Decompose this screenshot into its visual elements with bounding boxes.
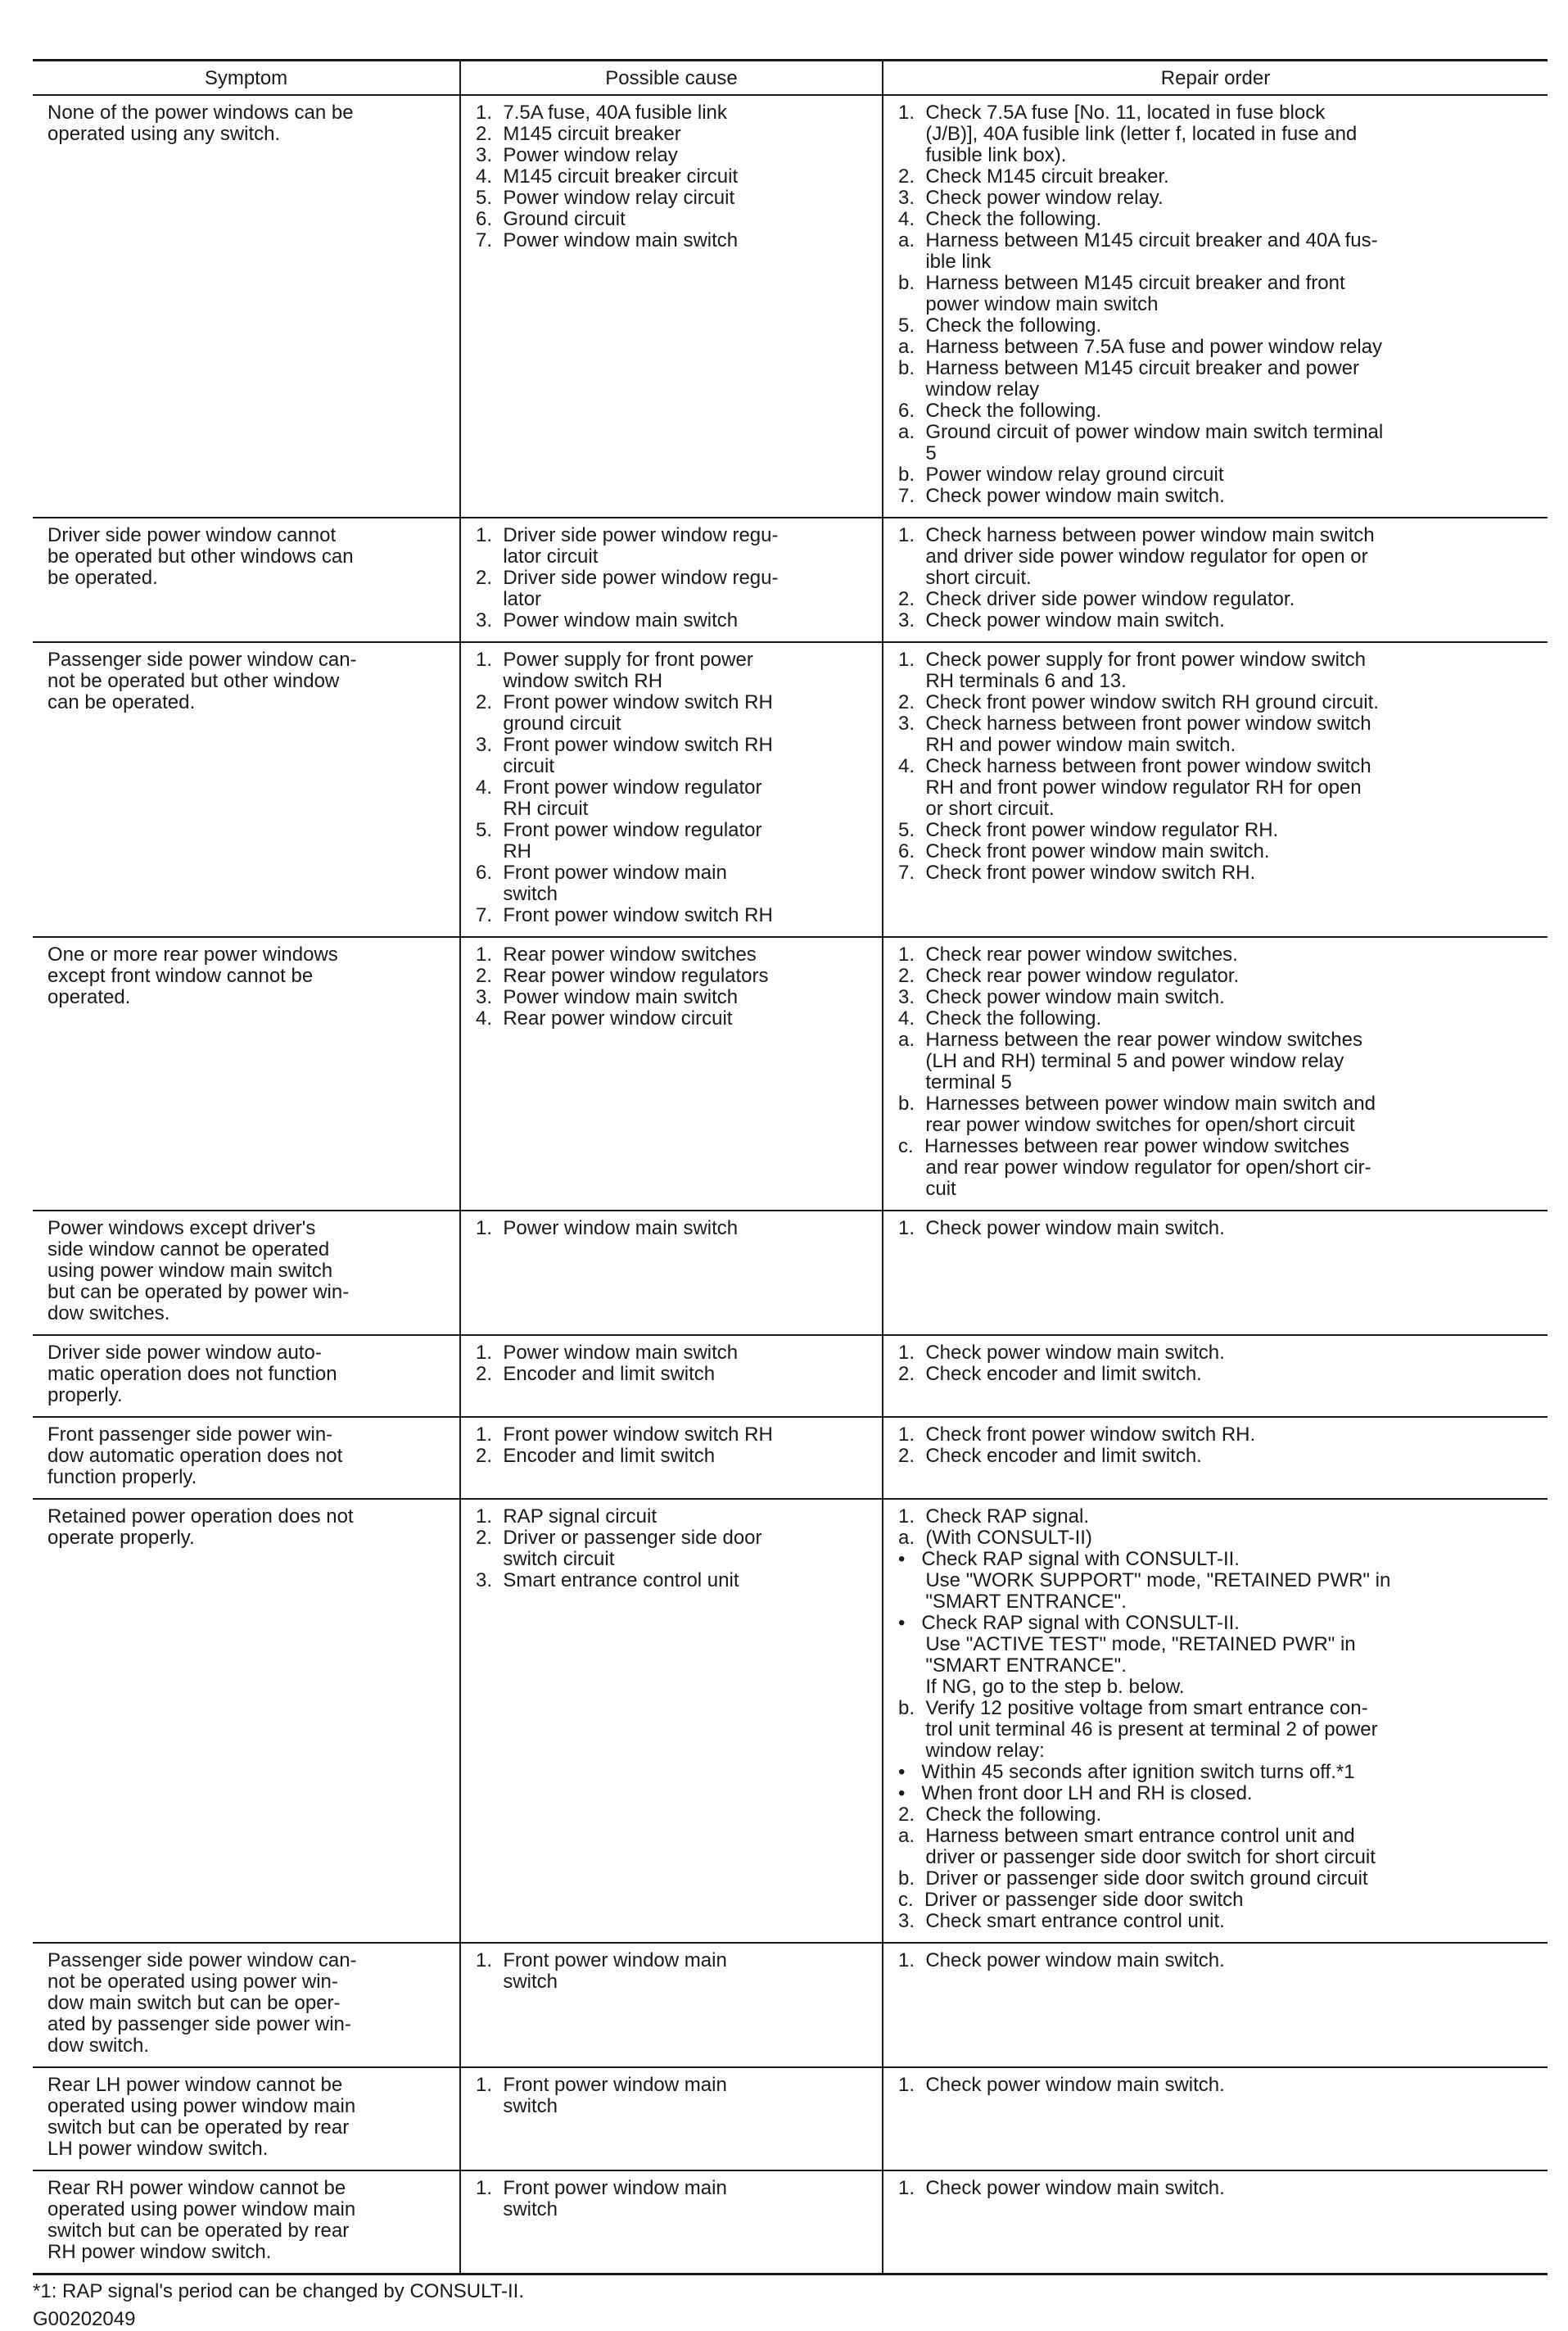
cause-item: 2. Encoder and limit switch	[476, 1363, 716, 1385]
repair-step: b. Power window relay ground circuit	[898, 464, 1224, 486]
document-page	[33, 59, 1548, 2331]
repair-list	[898, 944, 1539, 1200]
table-row	[33, 937, 1548, 1211]
repair-step: 3. Check power window main switch.	[898, 986, 1225, 1008]
cause-list	[476, 650, 874, 926]
cause-list	[476, 944, 874, 1030]
repair-step: a. (With CONSULT-II)	[898, 1527, 1092, 1549]
cause-item: 7. Power window main switch	[476, 229, 739, 251]
symptom-cell: Passenger side power window can- not be operated but other window can be operated.	[33, 642, 460, 937]
repair-list	[898, 2178, 1539, 2199]
symptom-cell: Driver side power window auto- matic operation does not function properly.	[33, 1335, 460, 1417]
repair-step: • Check RAP signal with CONSULT-II. Use "WORK SUPPORT" mode, "RETAINED PWR" in "SMART ENTRANCE".	[898, 1548, 1391, 1613]
cause-item: 1. Front power window main switch	[476, 2074, 727, 2117]
cause-list	[476, 1506, 874, 1591]
cause-item: 2. Driver or passenger side door switch circuit	[476, 1527, 762, 1570]
header-symptom: Symptom	[33, 61, 460, 96]
table-row	[33, 1335, 1548, 1417]
symptom-cell: One or more rear power windows except front window cannot be operated.	[33, 937, 460, 1211]
repair-step: a. Harness between 7.5A fuse and power window relay	[898, 336, 1383, 358]
cause-item: 4. M145 circuit breaker circuit	[476, 165, 739, 188]
table-row	[33, 518, 1548, 642]
repair-step: 7. Check power window main switch.	[898, 485, 1225, 507]
repair-step: a. Harness between the rear power window switches (LH and RH) terminal 5 and power window relay terminal 5	[898, 1029, 1362, 1093]
repair-order-cell	[883, 1211, 1548, 1335]
possible-cause-cell	[460, 2067, 883, 2170]
possible-cause-cell	[460, 642, 883, 937]
cause-item: 1. Power supply for front power window switch RH	[476, 649, 753, 692]
cause-list	[476, 1950, 874, 1993]
table-row	[33, 642, 1548, 937]
repair-step: 2. Check the following.	[898, 1804, 1102, 1826]
repair-step: 1. Check power window main switch.	[898, 1949, 1225, 1971]
repair-list	[898, 2075, 1539, 2096]
table-row	[33, 95, 1548, 518]
repair-order-cell	[883, 95, 1548, 518]
repair-list	[898, 102, 1539, 507]
cause-item: 1. Power window main switch	[476, 1342, 739, 1364]
repair-order-cell	[883, 1499, 1548, 1943]
repair-step: 1. Check power window main switch.	[898, 1342, 1225, 1364]
table-row	[33, 1943, 1548, 2067]
repair-step: 2. Check M145 circuit breaker.	[898, 165, 1169, 188]
possible-cause-cell	[460, 1943, 883, 2067]
repair-step: 1. Check power window main switch.	[898, 2074, 1225, 2096]
repair-step: 1. Check power window main switch.	[898, 2177, 1225, 2199]
symptom-cell: Driver side power window cannot be operated but other windows can be operated.	[33, 518, 460, 642]
cause-item: 1. 7.5A fuse, 40A fusible link	[476, 102, 727, 124]
symptom-cell: Passenger side power window can- not be operated using power win- dow main switch but can be oper- ated by passenger side power win- dow switch.	[33, 1943, 460, 2067]
possible-cause-cell	[460, 937, 883, 1211]
repair-step: b. Harnesses between power window main switch and rear power window switches for open/short circuit	[898, 1093, 1376, 1136]
table-body	[33, 95, 1548, 2274]
cause-item: 4. Front power window regulator RH circuit	[476, 776, 762, 820]
table-row	[33, 1499, 1548, 1943]
cause-item: 1. Front power window switch RH	[476, 1423, 773, 1446]
table-row	[33, 2170, 1548, 2274]
repair-step: 1. Check front power window switch RH.	[898, 1423, 1256, 1446]
repair-step: 6. Check the following.	[898, 400, 1102, 422]
diagnosis-table	[33, 59, 1548, 2275]
cause-item: 5. Front power window regulator RH	[476, 819, 762, 862]
repair-step: b. Verify 12 positive voltage from smart entrance con- trol unit terminal 46 is present at terminal 2 of power window relay:	[898, 1697, 1378, 1762]
repair-step: 1. Check rear power window switches.	[898, 944, 1238, 966]
repair-step: c. Harnesses between rear power window switches and rear power window regulator for open/short cir- cuit	[898, 1135, 1371, 1200]
repair-step: 1. Check harness between power window main switch and driver side power window regulator for open or short circuit.	[898, 524, 1375, 589]
repair-step: 2. Check rear power window regulator.	[898, 965, 1240, 987]
repair-step: 3. Check harness between front power window switch RH and power window main switch.	[898, 713, 1371, 756]
cause-item: 1. Power window main switch	[476, 1217, 739, 1239]
repair-step: 4. Check the following.	[898, 208, 1102, 230]
cause-list	[476, 525, 874, 631]
repair-list	[898, 1950, 1539, 1971]
repair-order-cell	[883, 1943, 1548, 2067]
cause-item: 5. Power window relay circuit	[476, 187, 735, 209]
symptom-cell: Front passenger side power win- dow automatic operation does not function properly.	[33, 1417, 460, 1499]
repair-step: c. Driver or passenger side door switch	[898, 1889, 1244, 1911]
cause-item: 1. Front power window main switch	[476, 2177, 727, 2220]
cause-item: 4. Rear power window circuit	[476, 1007, 733, 1030]
cause-list	[476, 1218, 874, 1239]
repair-step: 3. Check power window relay.	[898, 187, 1164, 209]
repair-step: 5. Check the following.	[898, 315, 1102, 337]
repair-order-cell	[883, 1417, 1548, 1499]
repair-step: 2. Check encoder and limit switch.	[898, 1363, 1202, 1385]
repair-step: • Check RAP signal with CONSULT-II. Use "ACTIVE TEST" mode, "RETAINED PWR" in "SMART ENTRANCE". If NG, go to the step b. below.	[898, 1612, 1356, 1698]
table-header-row	[33, 61, 1548, 96]
repair-step: b. Harness between M145 circuit breaker and power window relay	[898, 357, 1359, 401]
cause-item: 3. Power window main switch	[476, 986, 739, 1008]
repair-step: a. Harness between M145 circuit breaker and 40A fus- ible link	[898, 229, 1378, 273]
repair-step: 1. Check power supply for front power window switch RH terminals 6 and 13.	[898, 649, 1366, 692]
header-possible-cause: Possible cause	[460, 61, 883, 96]
cause-item: 2. Encoder and limit switch	[476, 1445, 716, 1467]
table-row	[33, 1417, 1548, 1499]
cause-item: 2. Driver side power window regu- lator	[476, 567, 779, 610]
possible-cause-cell	[460, 1211, 883, 1335]
cause-item: 1. Driver side power window regu- lator circuit	[476, 524, 779, 568]
possible-cause-cell	[460, 1335, 883, 1417]
cause-item: 6. Front power window main switch	[476, 862, 727, 905]
cause-list	[476, 1424, 874, 1467]
repair-order-cell	[883, 2170, 1548, 2274]
figure-id: G00202049	[33, 2308, 136, 2330]
repair-step: a. Harness between smart entrance control unit and driver or passenger side door switch for short circuit	[898, 1825, 1376, 1868]
cause-item: 3. Power window relay	[476, 144, 678, 166]
repair-step: 2. Check front power window switch RH ground circuit.	[898, 691, 1379, 713]
cause-item: 2. Rear power window regulators	[476, 965, 769, 987]
possible-cause-cell	[460, 95, 883, 518]
repair-list	[898, 1424, 1539, 1467]
repair-step: a. Ground circuit of power window main switch terminal 5	[898, 421, 1384, 464]
cause-item: 3. Smart entrance control unit	[476, 1569, 739, 1591]
repair-order-cell	[883, 937, 1548, 1211]
cause-item: 7. Front power window switch RH	[476, 904, 773, 926]
repair-step: • When front door LH and RH is closed.	[898, 1782, 1253, 1804]
cause-item: 3. Power window main switch	[476, 609, 739, 631]
repair-step: b. Driver or passenger side door switch ground circuit	[898, 1867, 1368, 1890]
repair-order-cell	[883, 2067, 1548, 2170]
cause-item: 1. RAP signal circuit	[476, 1505, 657, 1528]
repair-step: 2. Check encoder and limit switch.	[898, 1445, 1202, 1467]
repair-list	[898, 1218, 1539, 1239]
repair-order-cell	[883, 1335, 1548, 1417]
cause-item: 1. Front power window main switch	[476, 1949, 727, 1993]
repair-list	[898, 650, 1539, 884]
possible-cause-cell	[460, 518, 883, 642]
cause-list	[476, 102, 874, 251]
repair-step: 5. Check front power window regulator RH.	[898, 819, 1279, 841]
repair-step: 4. Check the following.	[898, 1007, 1102, 1030]
cause-item: 2. Front power window switch RH ground circuit	[476, 691, 773, 735]
symptom-cell: Rear LH power window cannot be operated using power window main switch but can be operated by rear LH power window switch.	[33, 2067, 460, 2170]
header-repair-order: Repair order	[883, 61, 1548, 96]
symptom-cell: Retained power operation does not operate properly.	[33, 1499, 460, 1943]
cause-item: 2. M145 circuit breaker	[476, 123, 681, 145]
possible-cause-cell	[460, 1417, 883, 1499]
repair-order-cell	[883, 518, 1548, 642]
cause-item: 6. Ground circuit	[476, 208, 626, 230]
repair-step: • Within 45 seconds after ignition switch turns off.*1	[898, 1761, 1355, 1783]
repair-step: 1. Check power window main switch.	[898, 1217, 1225, 1239]
repair-step: 6. Check front power window main switch.	[898, 840, 1270, 862]
repair-list	[898, 1506, 1539, 1932]
repair-step: 4. Check harness between front power window switch RH and front power window regulator RH for open or short circuit.	[898, 755, 1371, 820]
cause-list	[476, 2075, 874, 2117]
repair-step: b. Harness between M145 circuit breaker and front power window main switch	[898, 272, 1345, 315]
cause-list	[476, 1342, 874, 1385]
cause-item: 3. Front power window switch RH circuit	[476, 734, 773, 777]
repair-step: 1. Check RAP signal.	[898, 1505, 1090, 1528]
repair-step: 2. Check driver side power window regulator.	[898, 588, 1295, 610]
repair-step: 1. Check 7.5A fuse [No. 11, located in fuse block (J/B)], 40A fusible link (letter f, located in fuse and fusible link box).	[898, 102, 1358, 166]
table-row	[33, 2067, 1548, 2170]
repair-step: 3. Check smart entrance control unit.	[898, 1910, 1225, 1932]
repair-list	[898, 525, 1539, 631]
cause-list	[476, 2178, 874, 2220]
table-row	[33, 1211, 1548, 1335]
repair-list	[898, 1342, 1539, 1385]
symptom-cell: Rear RH power window cannot be operated using power window main switch but can be operated by rear RH power window switch.	[33, 2170, 460, 2274]
footnote: *1: RAP signal's period can be changed by CONSULT-II.	[33, 2280, 525, 2302]
repair-order-cell	[883, 642, 1548, 937]
symptom-cell: Power windows except driver's side window cannot be operated using power window main switch but can be operated by power win- dow switches.	[33, 1211, 460, 1335]
repair-step: 7. Check front power window switch RH.	[898, 862, 1256, 884]
repair-step: 3. Check power window main switch.	[898, 609, 1225, 631]
symptom-cell: None of the power windows can be operated using any switch.	[33, 95, 460, 518]
cause-item: 1. Rear power window switches	[476, 944, 757, 966]
possible-cause-cell	[460, 2170, 883, 2274]
possible-cause-cell	[460, 1499, 883, 1943]
